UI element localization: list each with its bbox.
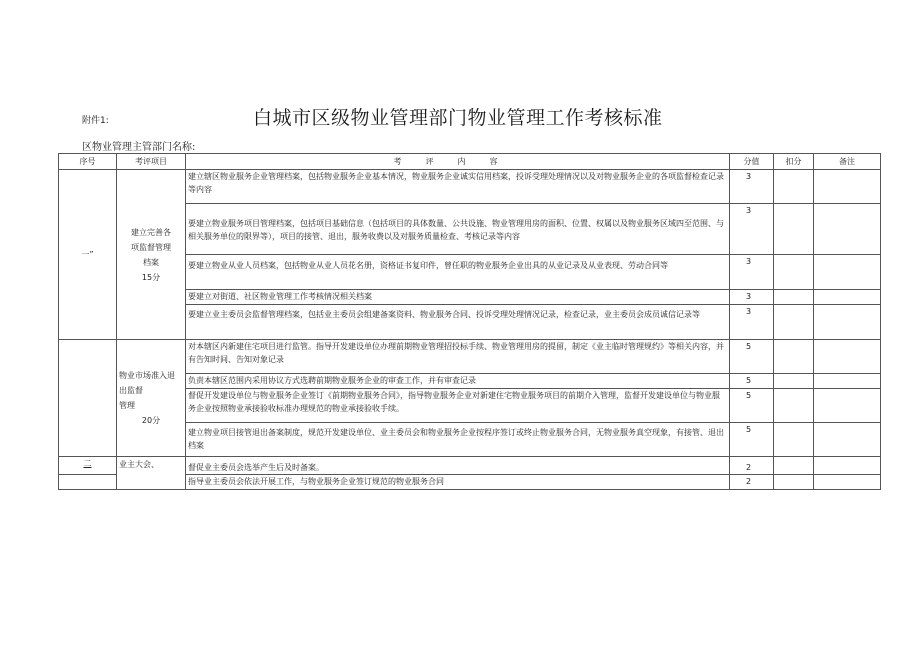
row-score: 2 [730, 475, 774, 490]
row-score: 3 [730, 170, 774, 204]
section-item [117, 170, 186, 340]
attachment-label: 附件1: [82, 116, 109, 126]
row-score: 5 [730, 423, 774, 457]
col-remark: 备注 [814, 154, 881, 170]
item-line: 业主大会、 [119, 460, 159, 469]
row-content: 建立物业项目接管退出备案制度，规范开发建设单位、业主委员会和物业服务企业按程序签订或终止物业服务合同，无物业服务真空现象，有接管、退出档案 [186, 423, 730, 457]
section-seq: 一” [59, 170, 117, 340]
row-remark[interactable] [814, 457, 881, 475]
row-score: 3 [730, 204, 774, 255]
item-line: 出监督 [119, 386, 143, 395]
row-deduct[interactable] [774, 255, 814, 290]
item-line: 档案 [143, 257, 159, 267]
row-content: 要建立对街道、社区物业管理工作考核情况相关档案 [186, 290, 730, 305]
row-remark[interactable] [814, 475, 881, 490]
col-seq: 序号 [59, 154, 117, 170]
row-content: 指导业主委员会依法开展工作，与物业服务企业签订规范的物业服务合同 [186, 475, 730, 490]
row-deduct[interactable] [774, 374, 814, 389]
section-item [117, 340, 186, 457]
row-score: 3 [730, 305, 774, 340]
row-remark[interactable] [814, 290, 881, 305]
row-content: 督促开发建设单位与物业服务企业签订《前期物业服务合同》，指导物业服务企业对新建住宅物业服务项目的前期介入管理，监督开发建设单位与物业服务企业按照物业承接验收标准办理规范的物业承接验收手续。 [186, 389, 730, 423]
row-remark[interactable] [814, 255, 881, 290]
row-deduct[interactable] [774, 389, 814, 423]
row-content: 建立辖区物业服务企业管理档案，包括物业服务企业基本情况，物业服务企业诚实信用档案，投诉受理处理情况以及对物业服务企业的各项监督检查记录等内容 [186, 170, 730, 204]
assessment-table [58, 153, 881, 490]
section-item [117, 457, 186, 490]
row-remark[interactable] [814, 204, 881, 255]
row-remark[interactable] [814, 374, 881, 389]
row-deduct[interactable] [774, 457, 814, 475]
row-deduct[interactable] [774, 340, 814, 374]
row-remark[interactable] [814, 305, 881, 340]
col-deduct: 扣分 [774, 154, 814, 170]
item-line: 管理 [119, 401, 135, 410]
row-deduct[interactable] [774, 305, 814, 340]
row-score: 3 [730, 290, 774, 305]
row-content: 对本辖区内新建住宅项目进行监管。指导开发建设单位办理前期物业管理招投标手续、物业管理用房的提留，制定《业主临时管理规约》等相关内容，并有告知时间、告知对象记录 [186, 340, 730, 374]
table-row [59, 170, 881, 204]
section-seq: 二 [59, 457, 117, 475]
row-deduct[interactable] [774, 423, 814, 457]
item-line: 建立完善各 [131, 227, 171, 237]
row-score: 3 [730, 255, 774, 290]
row-deduct[interactable] [774, 204, 814, 255]
row-remark[interactable] [814, 340, 881, 374]
page-title: 白城市区级物业管理部门物业管理工作考核标准 [253, 107, 663, 129]
item-line: 20分 [141, 416, 161, 425]
row-content: 督促业主委员会选举产生后及时备案。 [186, 457, 730, 475]
col-score: 分值 [730, 154, 774, 170]
item-line: 15分 [141, 272, 161, 282]
section-seq [59, 340, 117, 457]
row-deduct[interactable] [774, 475, 814, 490]
row-content: 要建立业主委员会监督管理档案，包括业主委员会组建备案资料、物业服务合同、投诉受理处理情况记录，检查记录，业主委员会成员诚信记录等 [186, 305, 730, 340]
row-content: 要建立物业服务项目管理档案，包括项目基础信息（包括项目的具体数量、公共设施、物业管理用房的面积、位置、权属以及物业服务区域四至范围、与相关服务单位的限界等），项目的接管、退出，服务收费以及对服务质量检查、考核记录等内容 [186, 204, 730, 255]
row-remark[interactable] [814, 389, 881, 423]
table-row [59, 457, 881, 475]
row-score: 2 [730, 457, 774, 475]
row-score: 5 [730, 389, 774, 423]
row-remark[interactable] [814, 170, 881, 204]
col-item: 考评项目 [117, 154, 186, 170]
item-line: 物业市场准入退 [119, 371, 175, 380]
row-score: 5 [730, 340, 774, 374]
row-score: 5 [730, 374, 774, 389]
row-content: 要建立物业从业人员档案，包括物业从业人员花名册，资格证书复印件，曾任职的物业服务企业出具的从业记录及从业表现、劳动合同等 [186, 255, 730, 290]
row-content: 负责本辖区范围内采用协议方式选聘前期物业服务企业的审查工作，并有审查记录 [186, 374, 730, 389]
table-row [59, 340, 881, 374]
table-header-row [59, 154, 881, 170]
row-deduct[interactable] [774, 290, 814, 305]
col-content: 考评内容 [186, 154, 730, 170]
row-remark[interactable] [814, 423, 881, 457]
row-deduct[interactable] [774, 170, 814, 204]
section-seq-empty [59, 475, 117, 490]
dept-name-label: 区物业管理主管部门名称: [82, 142, 196, 153]
item-line: 项监督管理 [131, 242, 171, 252]
